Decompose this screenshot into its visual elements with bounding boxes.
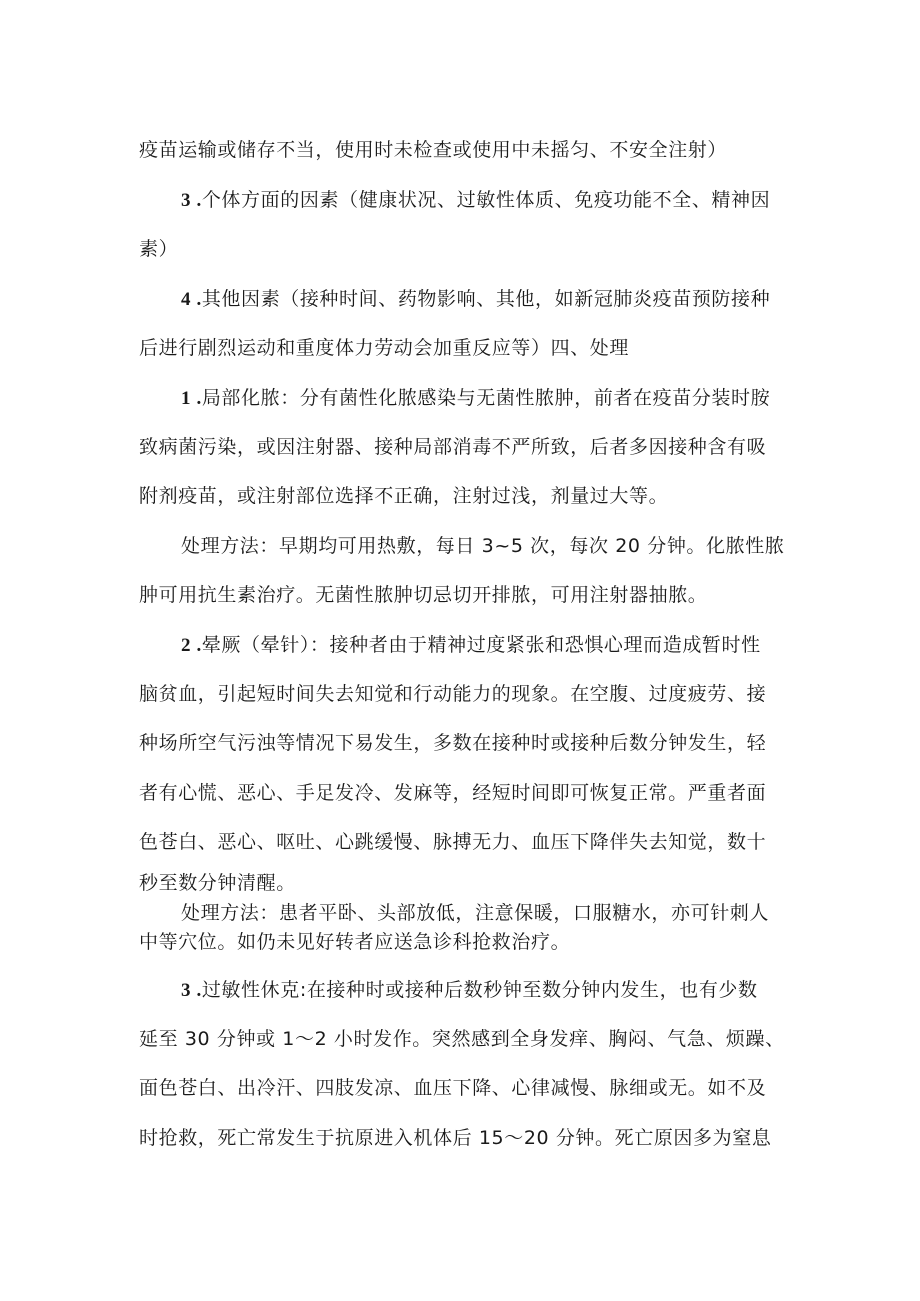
item-number: 3 . (181, 980, 202, 1001)
text-line: 脑贫血，引起短时间失去知觉和行动能力的现象。在空腹、过度疲劳、接 (139, 683, 767, 705)
item-number: 2 . (181, 635, 202, 656)
text-line: 时抢救，死亡常发生于抗原进入机体后 15～20 分钟。死亡原因多为窒息 (139, 1127, 772, 1149)
list-item-2-syncope: 2 .晕厥（晕针）：接种者由于精神过度紧张和恐惧心理而造成暂时性 (181, 634, 761, 656)
text-line: 肿可用抗生素治疗。无菌性脓肿切忌切开排脓，可用注射器抽脓。 (139, 584, 708, 606)
item-number: 1 . (181, 388, 202, 409)
text-line: 种场所空气污浊等情况下易发生，多数在接种时或接种后数分钟发生，轻 (139, 732, 767, 754)
list-item-1-local-suppuration: 1 .局部化脓：分有菌性化脓感染与无菌性脓肿，前者在疫苗分装时胺 (181, 387, 771, 409)
list-item-4-other-factors: 4 .其他因素（接种时间、药物影响、其他，如新冠肺炎疫苗预防接种 (181, 288, 771, 310)
text-line: 秒至数分钟清醒。 (139, 872, 296, 894)
text-line: 者有心慌、恶心、手足发冷、发麻等，经短时间即可恢复正常。严重者面 (139, 782, 767, 804)
treatment-paragraph: 处理方法：患者平卧、头部放低，注意保暖，口服糖水，亦可针刺人 (181, 902, 770, 924)
text-line: 素） (139, 238, 179, 260)
text-line: 后进行剧烈运动和重度体力劳动会加重反应等）四、处理 (139, 337, 630, 359)
text-line: 面色苍白、出冷汗、四肢发凉、血压下降、心律减慢、脉细或无。如不及 (139, 1077, 767, 1099)
item-number: 3 . (181, 190, 202, 211)
treatment-paragraph: 处理方法：早期均可用热敷，每日 3~5 次，每次 20 分钟。化脓性脓 (181, 535, 785, 557)
text-line: 附剂疫苗，或注射部位选择不正确，注射过浅，剂量过大等。 (139, 485, 669, 507)
text-line: 疫苗运输或储存不当，使用时未检查或使用中未摇匀、不安全注射） (139, 139, 728, 161)
item-number: 4 . (181, 289, 202, 310)
text-line: 中等穴位。如仍未见好转者应送急诊科抢救治疗。 (139, 931, 571, 953)
list-item-3-anaphylactic-shock: 3 .过敏性休克:在接种时或接种后数秒钟至数分钟内发生，也有少数 (181, 979, 758, 1001)
text-line: 色苍白、恶心、呕吐、心跳缓慢、脉搏无力、血压下降伴失去知觉，数十 (139, 831, 767, 853)
text-line: 致病菌污染，或因注射器、接种局部消毒不严所致，后者多因接种含有吸 (139, 436, 767, 458)
text-line: 延至 30 分钟或 1～2 小时发作。突然感到全身发痒、胸闷、气急、烦躁、 (139, 1028, 785, 1050)
list-item-3-individual-factors: 3 .个体方面的因素（健康状况、过敏性体质、免疫功能不全、精神因 (181, 189, 771, 211)
